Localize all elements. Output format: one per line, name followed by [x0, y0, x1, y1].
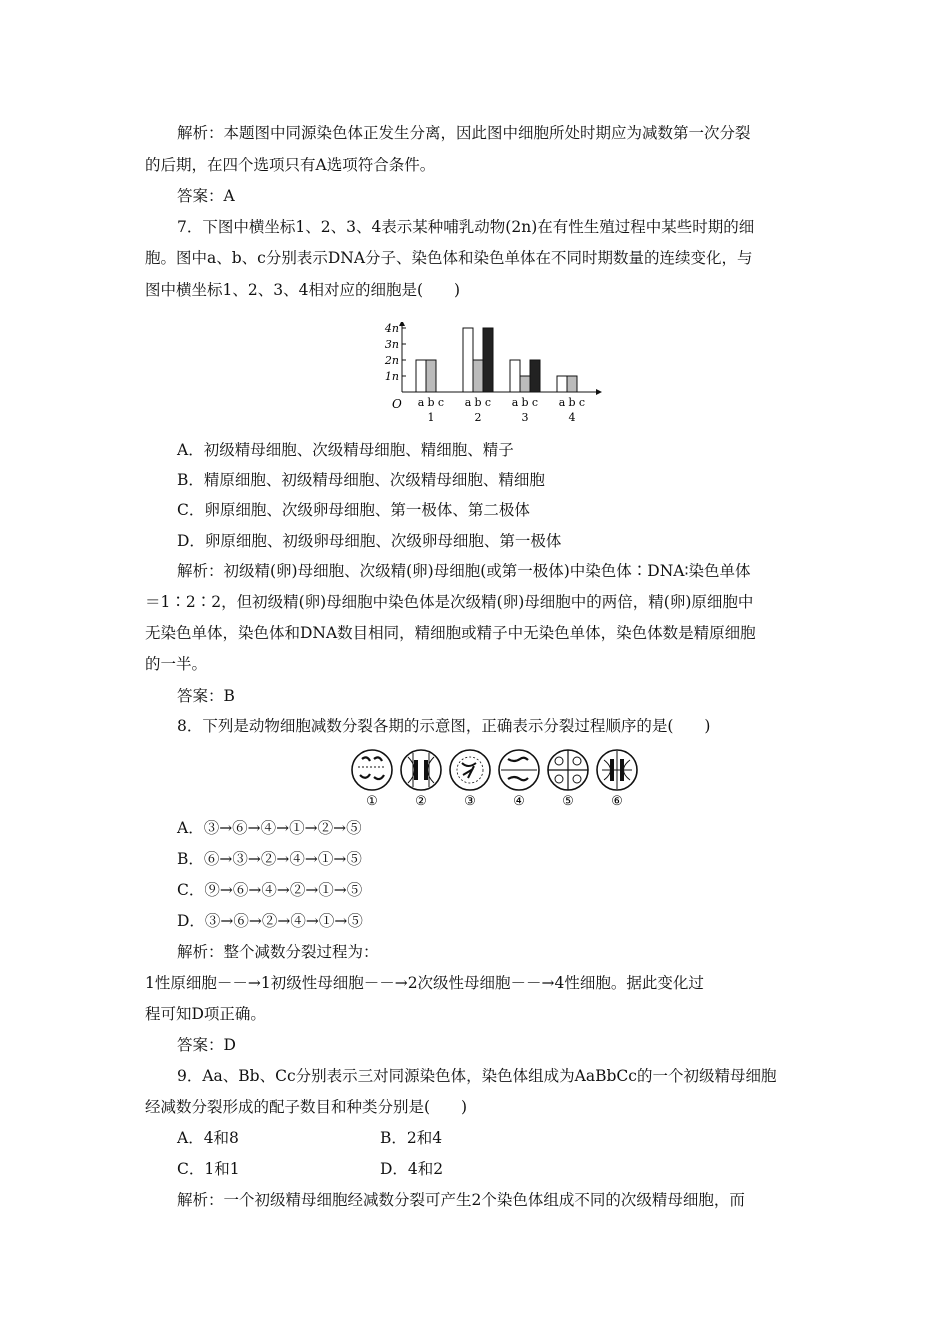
cell-label-4: ④ [513, 794, 525, 809]
question-7-line-1: 7．下图中横坐标1、2、3、4表示某种哺乳动物(2n)在有性生殖过程中某些时期的细 [177, 218, 755, 236]
analysis-8-line-2: 1性原细胞－－→1初级性母细胞－－→2次级性母细胞－－→4性细胞。据此变化过 [145, 974, 704, 992]
option-7c: C．卵原细胞、次级卵母细胞、第一极体、第二极体 [177, 501, 530, 519]
y-tick-label: 4n [384, 322, 399, 335]
option-7d: D．卵原细胞、初级卵母细胞、次级卵母细胞、第一极体 [177, 532, 562, 550]
question-9-line-2: 经减数分裂形成的配子数目和种类分别是( ) [145, 1098, 468, 1116]
option-8c: C．⑨→⑥→④→②→①→⑤ [177, 881, 363, 899]
option-7a: A．初级精母细胞、次级精母细胞、精细胞、精子 [177, 441, 514, 459]
cell-3 [450, 750, 490, 790]
option-9d: D．4和2 [380, 1160, 444, 1178]
bar-b-2 [473, 360, 483, 392]
answer-7: 答案：B [177, 687, 235, 705]
question-8: 8．下列是动物细胞减数分裂各期的示意图，正确表示分裂过程顺序的是( ) [177, 717, 711, 735]
bar-b-3 [520, 376, 530, 392]
bar-c-3 [530, 360, 540, 392]
analysis-7-line-4: 的一半。 [145, 655, 208, 673]
cell-label-6: ⑥ [611, 794, 623, 809]
bar-label: c [578, 396, 586, 409]
bar-c-2 [483, 328, 493, 392]
analysis-9-line-1: 解析：一个初级精母细胞经减数分裂可产生2个染色体组成不同的次级精母细胞，而 [177, 1191, 745, 1209]
option-7b: B．精原细胞、初级精母细胞、次级精母细胞、精细胞 [177, 471, 545, 489]
cell-label-2: ② [415, 794, 427, 809]
bar-label: b [474, 396, 482, 409]
bar-label: c [484, 396, 492, 409]
category-label: 2 [474, 411, 482, 424]
bar-a-4 [557, 376, 567, 392]
bar-a-3 [510, 360, 520, 392]
line-2: 的后期，在四个选项只有A选项符合条件。 [145, 156, 436, 174]
option-8a: A．③→⑥→④→①→②→⑤ [177, 819, 362, 837]
y-tick-label: 1n [384, 370, 399, 383]
answer-6: 答案：A [177, 187, 235, 205]
analysis-8-line-3: 程可知D项正确。 [145, 1005, 266, 1023]
question-9-line-1: 9．Aa、Bb、Cc分别表示三对同源染色体，染色体组成为AaBbCc的一个初级精母细胞 [177, 1067, 777, 1085]
bar-label: c [531, 396, 539, 409]
x-axis-arrow [596, 389, 602, 395]
bar-chart [360, 322, 610, 432]
bar-label: b [427, 396, 435, 409]
origin-label: O [392, 397, 402, 411]
cell-diagram [350, 745, 640, 810]
analysis-7-line-2: ＝1∶2∶2，但初级精(卵)母细胞中染色体是次级精(卵)母细胞中的两倍，精(卵)原细胞中 [145, 593, 754, 611]
cell-4 [499, 750, 539, 790]
option-9c: C．1和1 [177, 1160, 240, 1178]
cell-6 [597, 750, 637, 790]
bar-label: c [437, 396, 445, 409]
bar-label: a [511, 396, 519, 409]
bar-label: b [568, 396, 576, 409]
cell-label-1: ① [366, 794, 378, 809]
answer-8: 答案：D [177, 1036, 236, 1054]
option-9a: A．4和8 [177, 1129, 239, 1147]
bar-a-1 [416, 360, 426, 392]
bar-chart-svg [360, 322, 610, 432]
cell-label-3: ③ [464, 794, 476, 809]
option-8d: D．③→⑥→②→④→①→⑤ [177, 912, 363, 930]
y-axis-arrow [399, 322, 405, 326]
bar-label: a [417, 396, 425, 409]
category-label: 3 [521, 411, 529, 424]
option-9b: B．2和4 [380, 1129, 443, 1147]
bar-label: b [521, 396, 529, 409]
cell-2 [401, 750, 441, 790]
question-7-line-2: 胞。图中a、b、c分别表示DNA分子、染色体和染色单体在不同时期数量的连续变化，与 [145, 249, 753, 267]
bar-label: a [558, 396, 566, 409]
category-label: 4 [568, 411, 576, 424]
cell-5 [548, 750, 588, 790]
category-label: 1 [427, 411, 435, 424]
question-7-line-3: 图中横坐标1、2、3、4相对应的细胞是( ) [145, 281, 461, 299]
analysis-8-line-1: 解析：整个减数分裂过程为： [177, 943, 379, 961]
analysis-7-line-1: 解析：初级精(卵)母细胞、次级精(卵)母细胞(或第一极体)中染色体∶DNA∶染色单体 [177, 562, 751, 580]
y-tick-label: 2n [384, 354, 399, 367]
analysis-7-line-3: 无染色单体，染色体和DNA数目相同，精细胞或精子中无染色单体，染色体数是精原细胞 [145, 624, 756, 642]
option-8b: B．⑥→③→②→④→①→⑤ [177, 850, 362, 868]
cell-label-5: ⑤ [562, 794, 574, 809]
cell-diagram-svg [350, 745, 640, 810]
cell-1 [352, 750, 392, 790]
bar-label: a [464, 396, 472, 409]
line-1: 解析：本题图中同源染色体正发生分离，因此图中细胞所处时期应为减数第一次分裂 [177, 124, 751, 142]
bar-b-1 [426, 360, 436, 392]
bar-a-2 [463, 328, 473, 392]
bar-b-4 [567, 376, 577, 392]
y-tick-label: 3n [384, 338, 399, 351]
